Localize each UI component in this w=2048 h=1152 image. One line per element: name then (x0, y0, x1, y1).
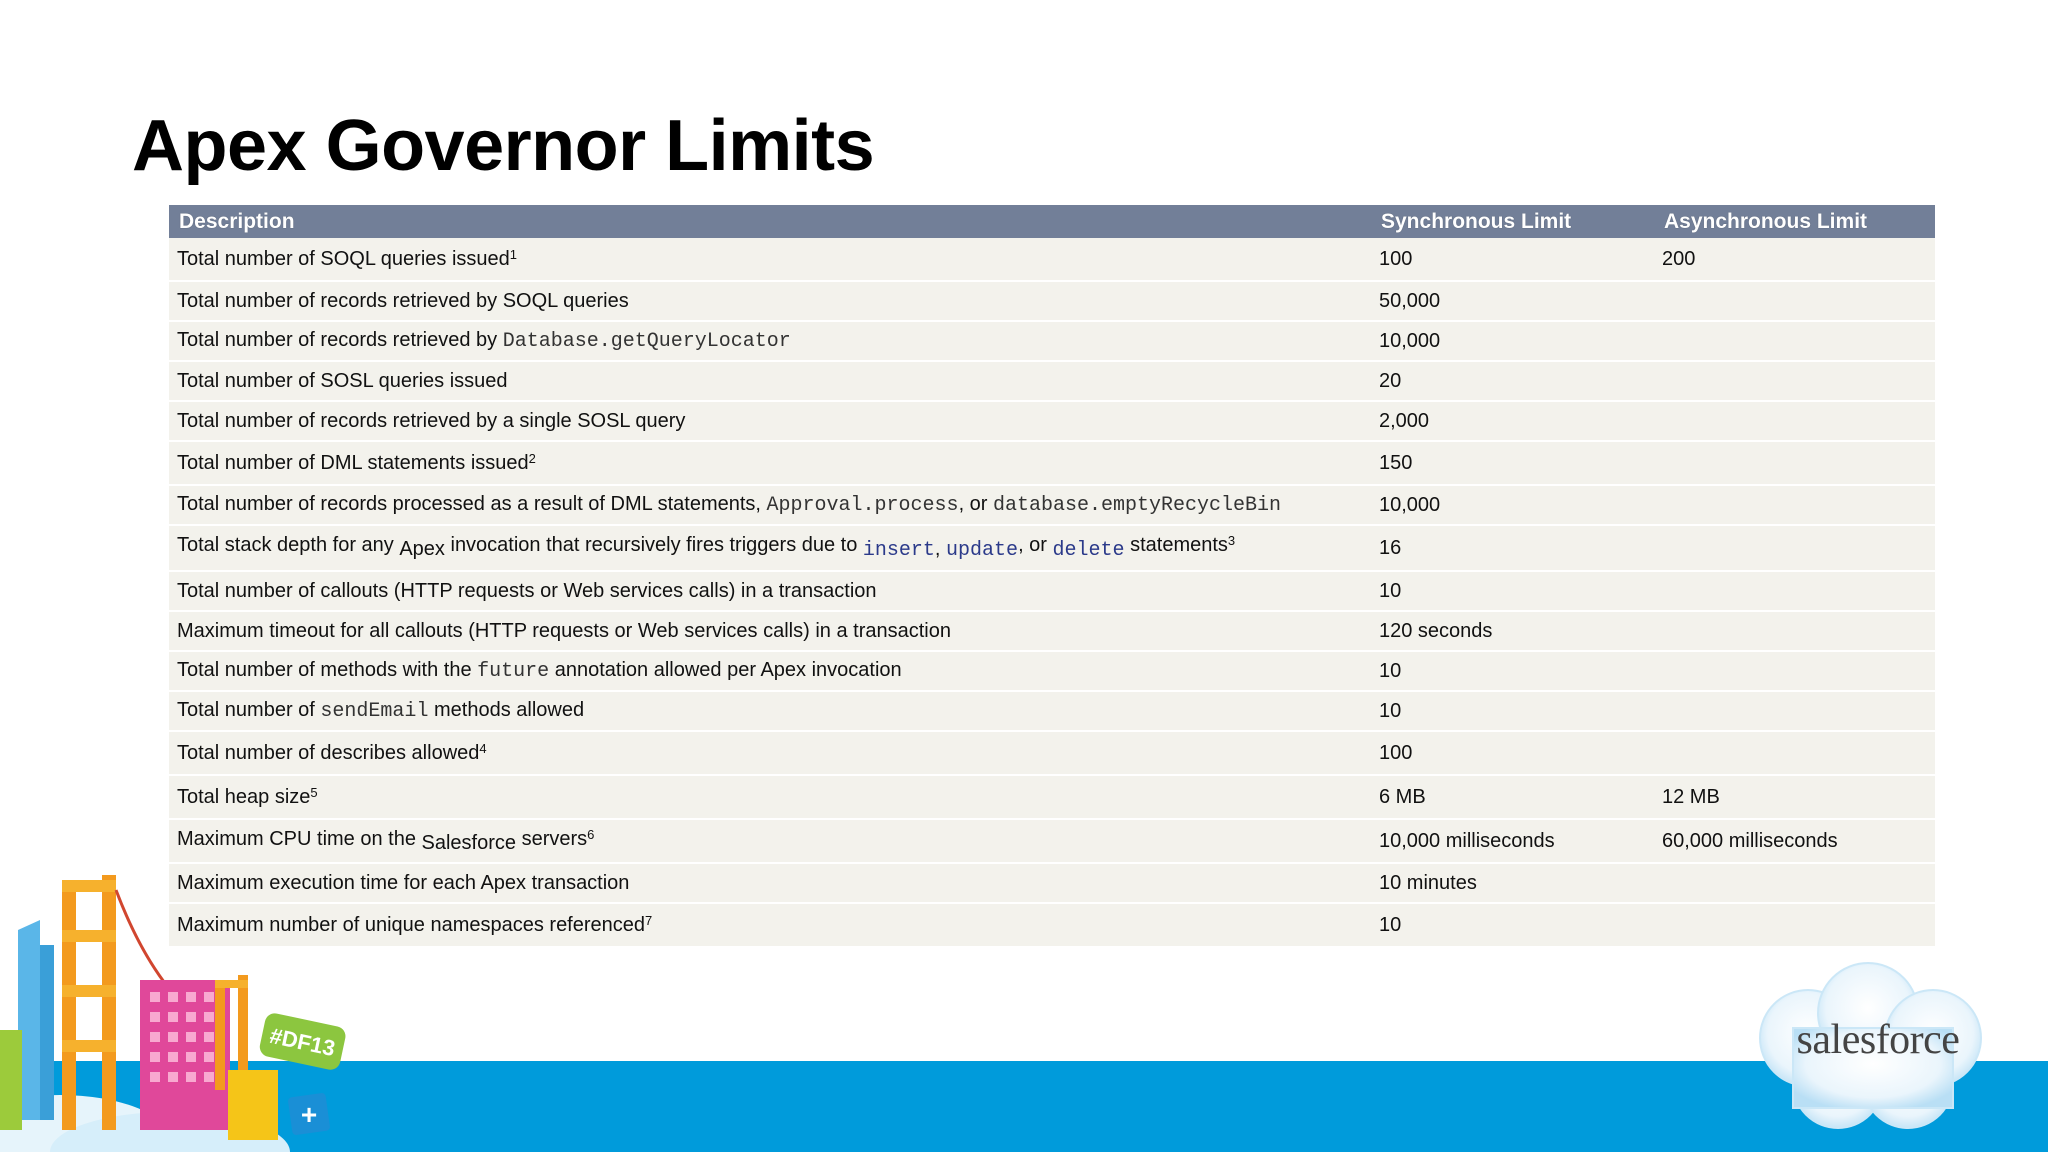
table-row (169, 903, 1935, 947)
plus-icon: + (300, 1099, 318, 1130)
column-header-description: Description (179, 209, 295, 233)
cell-description: Maximum timeout for all callouts (HTTP requests or Web services calls) in a transaction (177, 619, 951, 642)
table-row (169, 281, 1935, 321)
cell-description: Total number of records retrieved by Database.getQueryLocator (177, 329, 791, 353)
table-row (169, 525, 1935, 571)
cell-async-limit: 200 (1662, 247, 1696, 270)
footnote-marker: 7 (645, 912, 653, 928)
cell-async-limit (1654, 903, 1935, 947)
cell-sync-limit: 50,000 (1379, 289, 1441, 312)
cell-async-limit (1654, 525, 1935, 571)
code-text: database.emptyRecycleBin (993, 494, 1282, 517)
cell-sync-limit: 10 (1379, 579, 1402, 602)
cell-description: Total number of sendEmail methods allowed (177, 699, 585, 723)
cell-sync-limit: 120 seconds (1379, 619, 1493, 642)
cell-async-limit (1654, 611, 1935, 651)
cell-async-limit (1654, 731, 1935, 775)
code-text: Approval.process (766, 494, 959, 517)
code-text: Database.getQueryLocator (502, 330, 791, 353)
table-row (169, 441, 1935, 485)
table-row (169, 485, 1935, 525)
cell-async-limit (1654, 401, 1935, 441)
cell-description: Total number of SOQL queries issued$^1$ (177, 246, 517, 270)
cell-sync-limit: 10 (1379, 913, 1402, 936)
code-text: future (477, 660, 550, 683)
cell-sync-limit: 10 minutes (1379, 871, 1477, 894)
cell-sync-limit: 150 (1379, 451, 1413, 474)
footnote-marker: 6 (587, 826, 595, 842)
code-text: insert (862, 539, 935, 562)
cell-sync-limit: 100 (1379, 247, 1413, 270)
cell-async-limit (1654, 361, 1935, 401)
table-header-row (169, 205, 1935, 238)
table-row (169, 611, 1935, 651)
code-text: update (946, 539, 1019, 562)
governor-limits-table (169, 205, 1935, 948)
table-row (169, 321, 1935, 361)
table-row (169, 775, 1935, 819)
cell-async-limit (1654, 281, 1935, 321)
table-row (169, 691, 1935, 731)
table-row (169, 238, 1935, 281)
table-row (169, 361, 1935, 401)
cell-sync-limit: 10 (1379, 659, 1402, 682)
cell-description: Total number of records retrieved by a single SOSL query (177, 409, 686, 432)
footnote-marker: 4 (479, 740, 487, 756)
cell-async-limit (1654, 441, 1935, 485)
cell-async-limit (1654, 651, 1935, 691)
cell-description: Total number of callouts (HTTP requests or Web services calls) in a transaction (177, 579, 877, 602)
cell-async-limit (1654, 321, 1935, 361)
cell-sync-limit: 10 (1379, 699, 1402, 722)
footnote-marker: 3 (1227, 533, 1236, 548)
table-row (169, 819, 1935, 863)
cell-description: Maximum CPU time on the Salesforce servers$^6$ (177, 826, 595, 854)
column-header-asynchronous-limit: Asynchronous Limit (1664, 209, 1868, 233)
column-header-synchronous-limit: Synchronous Limit (1381, 209, 1572, 233)
footnote-marker: 5 (310, 784, 318, 800)
cell-description: Total number of records processed as a result of DML statements, Approval.process, or database.emptyRecycleBin (177, 493, 1282, 517)
cell-sync-limit: 10,000 (1379, 493, 1441, 516)
cell-description: Total number of records retrieved by SOQL queries (177, 289, 629, 312)
cell-async-limit (1654, 691, 1935, 731)
cell-sync-limit: 20 (1379, 369, 1402, 392)
cell-sync-limit: 10,000 (1379, 329, 1441, 352)
cell-async-limit: 60,000 milliseconds (1662, 829, 1838, 852)
cell-sync-limit: 2,000 (1379, 409, 1430, 432)
cell-async-limit: 12 MB (1662, 785, 1720, 808)
table-row (169, 863, 1935, 903)
cell-description: Total number of DML statements issued$^2$ (177, 450, 536, 474)
table-row (169, 571, 1935, 611)
cell-sync-limit: 16 (1379, 536, 1402, 559)
cell-sync-limit: 10,000 milliseconds (1379, 829, 1555, 852)
cell-async-limit (1654, 863, 1935, 903)
cell-sync-limit: 100 (1379, 741, 1413, 764)
footnote-marker: 1 (509, 246, 517, 262)
cell-async-limit (1654, 485, 1935, 525)
footnote-marker: 2 (528, 450, 536, 466)
cell-description: Total number of SOSL queries issued (177, 369, 508, 392)
cell-description: Total heap size$^5$ (177, 784, 318, 808)
cell-sync-limit: 6 MB (1379, 785, 1426, 808)
table-row (169, 651, 1935, 691)
cell-description: Total stack depth for any Apex invocation that recursively fires triggers due to insert, update, or delete statements$^3$ (177, 533, 1236, 562)
code-text: delete (1052, 539, 1125, 562)
cell-description: Maximum number of unique namespaces referenced$^7$ (177, 912, 653, 936)
code-text: sendEmail (320, 700, 429, 723)
slide-title: Apex Governor Limits (132, 106, 875, 186)
dreamforce-city-illustration (0, 860, 360, 1152)
cell-description: Total number of methods with the future annotation allowed per Apex invocation (177, 659, 902, 683)
df13-hashtag: #DF13 (267, 1022, 338, 1062)
table-row (169, 401, 1935, 441)
salesforce-logo-text: salesforce (1796, 1017, 1960, 1063)
cell-description: Total number of describes allowed$^4$ (177, 740, 487, 764)
cell-async-limit (1654, 571, 1935, 611)
cell-description: Maximum execution time for each Apex transaction (177, 871, 630, 894)
table-row (169, 731, 1935, 775)
